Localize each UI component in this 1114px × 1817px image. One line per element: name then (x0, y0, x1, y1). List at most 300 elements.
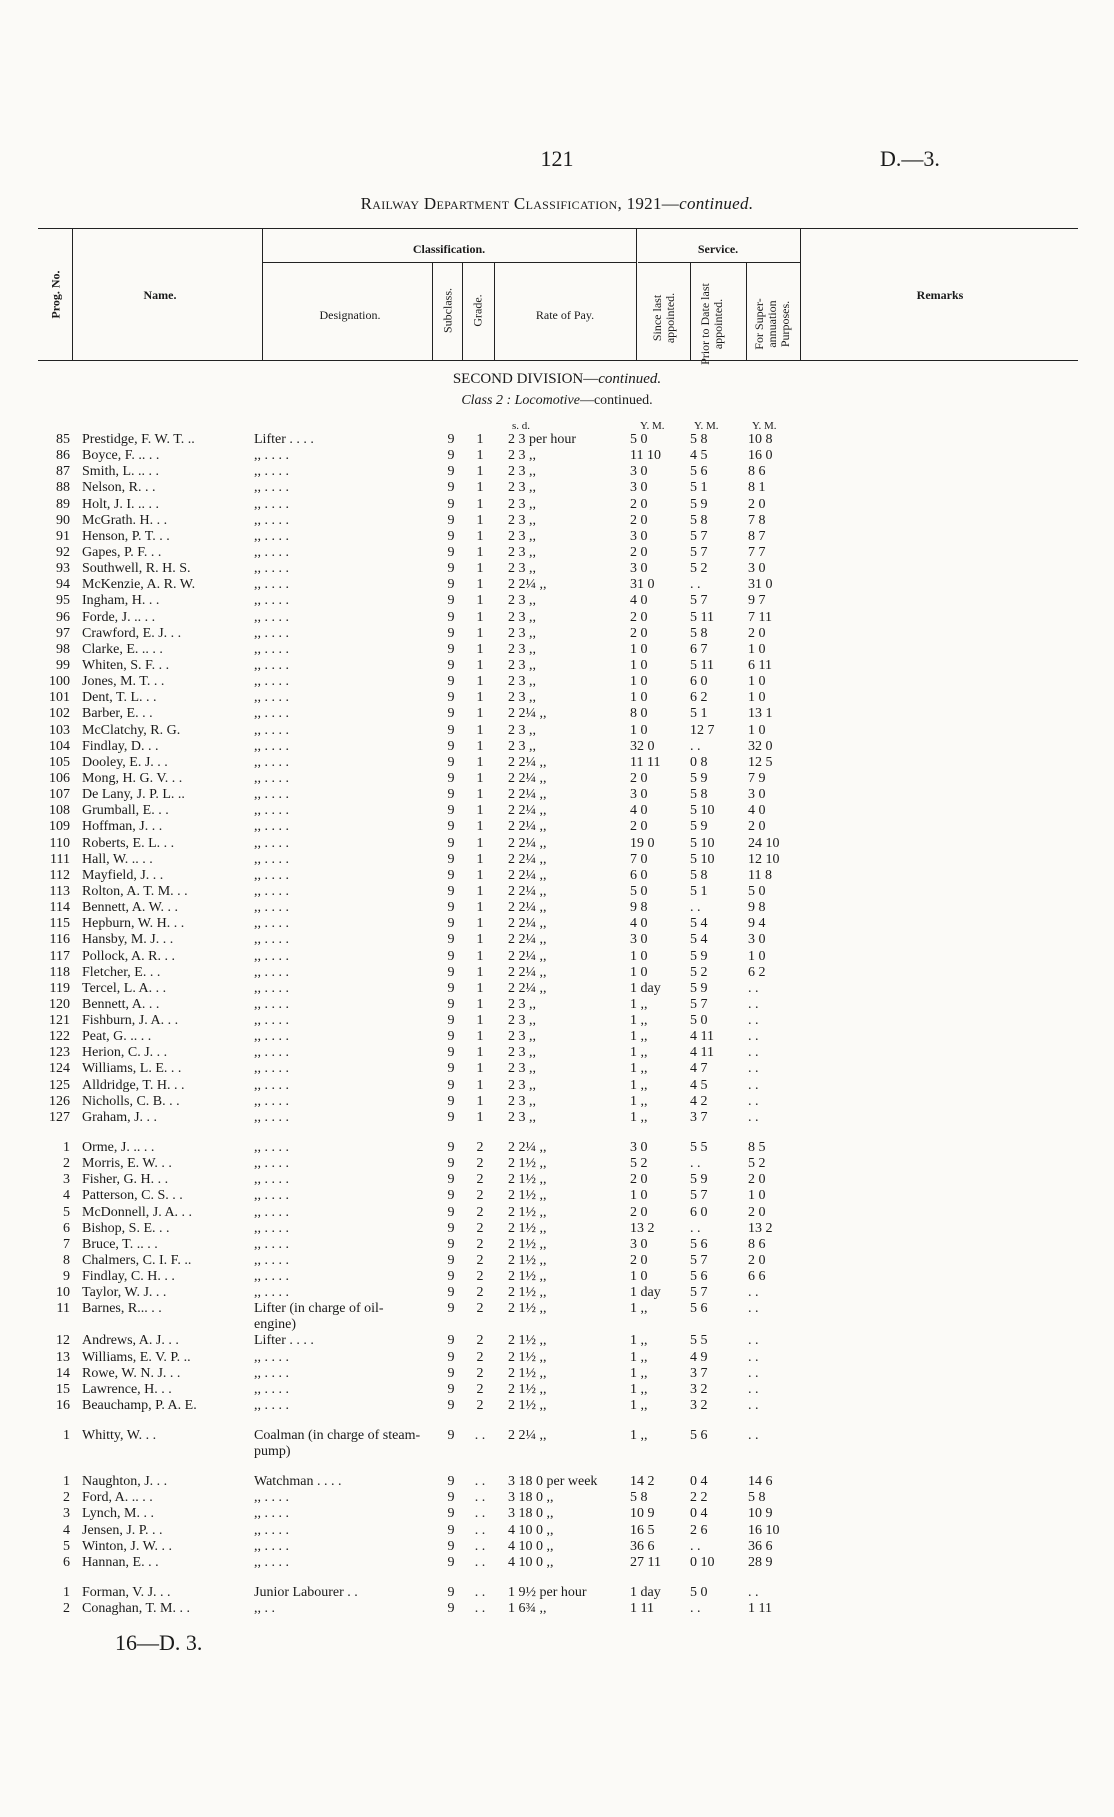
since-last-cell: 3 0 (630, 932, 648, 948)
subclass-cell: 9 (447, 1077, 455, 1093)
name-cell: Bishop, S. E. . . (82, 1220, 170, 1236)
since-last-cell: 13 2 (630, 1220, 655, 1236)
division-continued: continued. (598, 371, 662, 387)
prior-service-cell: 5 4 (690, 932, 708, 948)
rate-of-pay-cell: 2 3 ,, (508, 690, 536, 706)
designation-cell: ,, . . . . (254, 1045, 289, 1061)
since-last-cell: 7 0 (630, 851, 648, 867)
prior-service-cell: 5 4 (690, 916, 708, 932)
prior-service-cell: 0 10 (690, 1554, 715, 1570)
rate-of-pay-cell: 2 1½ ,, (508, 1269, 547, 1285)
name-cell: Rolton, A. T. M. . . (82, 883, 188, 899)
remarks-header: Remarks (916, 288, 964, 302)
grade-cell: 2 (476, 1398, 484, 1414)
superannuation-cell: 28 9 (748, 1554, 773, 1570)
col-rule-5 (494, 262, 495, 360)
designation-cell: ,, . . . . (254, 690, 289, 706)
designation-cell: ,, . . . . (254, 448, 289, 464)
superannuation-cell: 6 2 (748, 964, 766, 980)
superannuation-cell: 9 7 (748, 593, 766, 609)
table-row (0, 739, 1114, 755)
name-cell: Graham, J. . . (82, 1109, 158, 1125)
prog-no-cell: 1 (63, 1474, 70, 1490)
since-last-cell: 2 0 (630, 496, 648, 512)
since-last-cell: 1 ,, (630, 1029, 648, 1045)
superannuation-cell: . . (748, 1585, 759, 1600)
prior-service-cell: 5 10 (690, 835, 715, 851)
name-cell: Hall, W. .. . . (82, 851, 153, 867)
table-row (0, 1269, 1114, 1285)
subclass-cell: 9 (447, 1045, 455, 1061)
since-last-cell: 1 ,, (630, 1109, 648, 1125)
superannuation-cell: . . (748, 1333, 759, 1349)
col-rule-4 (462, 262, 463, 360)
table-row (0, 868, 1114, 884)
superannuation-cell: 8 5 (748, 1140, 766, 1156)
designation-cell: ,, . . . . (254, 512, 289, 528)
since-last-cell: 1 0 (630, 1269, 648, 1285)
grade-cell: 1 (476, 883, 484, 899)
grade-cell: . . (474, 1490, 486, 1506)
since-last-cell: 4 0 (630, 803, 648, 819)
since-last-cell: 1 ,, (630, 1333, 648, 1349)
designation-cell: ,, . . . . (254, 528, 289, 544)
table-row (0, 1045, 1114, 1061)
prior-service-cell: 5 7 (690, 544, 708, 560)
designation-cell: Lifter (in charge of oil-engine) (254, 1301, 384, 1333)
table-row (0, 1078, 1114, 1094)
subclass-cell: 9 (447, 448, 455, 464)
designation-cell: ,, . . . . (254, 1538, 289, 1554)
prog-no-cell: 101 (49, 690, 70, 706)
rate-of-pay-cell: 2 2¼ ,, (508, 964, 547, 980)
superannuation-cell: 11 8 (748, 867, 772, 883)
designation-cell: ,, . . . . (254, 803, 289, 819)
grade-cell: 1 (476, 851, 484, 867)
grade-cell: 2 (476, 1269, 484, 1285)
designation-cell: ,, . . (254, 1601, 275, 1617)
prog-no-cell: 99 (56, 657, 70, 673)
prog-no-cell: 1 (63, 1428, 70, 1444)
designation-cell: Coalman (in charge of steam-pump) (254, 1428, 421, 1460)
prior-service-cell: . . (690, 1538, 701, 1554)
name-cell: Clarke, E. .. . . (82, 641, 163, 657)
rate-of-pay-cell: 2 3 ,, (508, 641, 536, 657)
designation-cell: ,, . . . . (254, 1140, 289, 1156)
superannuation-cell: 1 0 (748, 641, 766, 657)
table-row (0, 900, 1114, 916)
grade-cell: 1 (476, 835, 484, 851)
name-cell: Patterson, C. S. . . (82, 1188, 183, 1204)
since-last-cell: 1 day (630, 1285, 661, 1301)
since-last-cell: 2 0 (630, 1172, 648, 1188)
designation-cell: ,, . . . . (254, 625, 289, 641)
rate-of-pay-cell: 2 3 ,, (508, 496, 536, 512)
grade-cell: 1 (476, 448, 484, 464)
prior-service-cell: 5 1 (690, 883, 708, 899)
since-unit-label: Y. M. (640, 420, 665, 432)
superannuation-cell: 2 0 (748, 1204, 766, 1220)
prior-service-cell: 4 5 (690, 1077, 708, 1093)
superannuation-cell: . . (748, 1301, 759, 1317)
subclass-cell: 9 (447, 1061, 455, 1077)
since-last-cell: 5 8 (630, 1490, 648, 1506)
subclass-cell: 9 (447, 1156, 455, 1172)
since-last-cell: 10 9 (630, 1506, 655, 1522)
subclass-cell: 9 (447, 706, 455, 722)
grade-header: Grade. (470, 294, 485, 327)
prog-no-cell: 3 (63, 1506, 70, 1522)
superannuation-cell: . . (748, 1045, 759, 1061)
since-last-cell: 5 0 (630, 883, 648, 899)
page-reference: D.—3. (880, 146, 940, 171)
prog-no-cell: 96 (56, 609, 70, 625)
superannuation-cell: . . (748, 1061, 759, 1077)
prog-no-cell: 94 (56, 577, 70, 593)
subclass-cell: 9 (447, 1381, 455, 1397)
since-last-cell: 1 ,, (630, 1061, 648, 1077)
prior-service-cell: 0 4 (690, 1506, 708, 1522)
subclass-header: Subclass. (440, 288, 455, 333)
table-row (0, 1366, 1114, 1382)
rate-of-pay-cell: 2 3 ,, (508, 996, 536, 1012)
prior-service-cell: 5 5 (690, 1140, 708, 1156)
prior-service-cell: 6 0 (690, 1204, 708, 1220)
superannuation-cell: 13 2 (748, 1220, 773, 1236)
prog-no-cell: 5 (63, 1204, 70, 1220)
since-last-cell: 5 2 (630, 1156, 648, 1172)
superannuation-cell: 2 0 (748, 1253, 766, 1269)
since-last-cell: 16 5 (630, 1522, 655, 1538)
prog-no-cell: 97 (56, 625, 70, 641)
name-cell: Mong, H. G. V. . . (82, 770, 183, 786)
designation-cell: ,, . . . . (254, 1156, 289, 1172)
grade-cell: . . (474, 1522, 486, 1538)
rate-of-pay-cell: 2 3 per hour (508, 432, 577, 447)
designation-cell: ,, . . . . (254, 561, 289, 577)
prior-service-cell: 4 2 (690, 1093, 708, 1109)
designation-cell: ,, . . . . (254, 932, 289, 948)
grade-cell: 1 (476, 577, 484, 593)
subclass-cell: 9 (447, 948, 455, 964)
since-last-cell: 1 0 (630, 657, 648, 673)
grade-cell: . . (474, 1474, 486, 1490)
subclass-cell: 9 (447, 1585, 455, 1600)
subclass-cell: 9 (447, 1474, 455, 1490)
rate-of-pay-header: Rate of Pay. (535, 308, 595, 322)
prior-service-cell: 3 2 (690, 1398, 708, 1414)
subclass-cell: 9 (447, 787, 455, 803)
prog-no-cell: 126 (49, 1093, 70, 1109)
rate-of-pay-cell: 3 18 0 ,, (508, 1490, 554, 1506)
since-last-cell: 1 ,, (630, 1398, 648, 1414)
service-header: Service. (697, 242, 739, 256)
since-last-cell: 1 ,, (630, 1013, 648, 1029)
prog-no-cell: 116 (49, 932, 70, 948)
rate-of-pay-cell: 3 18 0 ,, (508, 1506, 554, 1522)
rate-of-pay-cell: 2 1½ ,, (508, 1365, 547, 1381)
superannuation-cell: . . (748, 996, 759, 1012)
table-row (0, 1506, 1114, 1522)
table-row (0, 981, 1114, 997)
designation-cell: ,, . . . . (254, 544, 289, 560)
superannuation-cell: 6 6 (748, 1269, 766, 1285)
rate-of-pay-cell: 4 10 0 ,, (508, 1538, 554, 1554)
superannuation-cell: . . (748, 1077, 759, 1093)
prior-service-cell: 5 6 (690, 1301, 708, 1317)
table-row (0, 1333, 1114, 1349)
prog-no-cell: 121 (49, 1013, 70, 1029)
since-last-cell: 11 10 (630, 448, 661, 464)
prior-service-cell: . . (690, 1601, 701, 1617)
grade-cell: 1 (476, 770, 484, 786)
rate-of-pay-cell: 2 3 ,, (508, 1077, 536, 1093)
prior-service-cell: 5 1 (690, 706, 708, 722)
name-cell: Southwell, R. H. S. (82, 561, 191, 577)
prior-service-cell: 5 9 (690, 1172, 708, 1188)
since-last-cell: 9 8 (630, 900, 648, 916)
prior-service-cell: 5 2 (690, 561, 708, 577)
subclass-cell: 9 (447, 1029, 455, 1045)
grade-cell: 2 (476, 1365, 484, 1381)
grade-cell: 2 (476, 1285, 484, 1301)
grade-cell: 1 (476, 754, 484, 770)
rate-of-pay-cell: 2 1½ ,, (508, 1349, 547, 1365)
prog-no-cell: 5 (63, 1538, 70, 1554)
subclass-cell: 9 (447, 674, 455, 690)
name-cell: Conaghan, T. M. . . (82, 1601, 190, 1617)
subclass-cell: 9 (447, 1349, 455, 1365)
rate-of-pay-cell: 2 3 ,, (508, 464, 536, 480)
rate-of-pay-cell: 2 2¼ ,, (508, 1140, 547, 1156)
prior-service-cell: 5 6 (690, 1269, 708, 1285)
superannuation-cell: 36 6 (748, 1538, 773, 1554)
grade-cell: 1 (476, 932, 484, 948)
superannuation-cell: . . (748, 1398, 759, 1414)
subclass-cell: 9 (447, 593, 455, 609)
superannuation-cell: 16 0 (748, 448, 773, 464)
superannuation-cell: 1 11 (748, 1601, 772, 1617)
table-row (0, 1013, 1114, 1029)
service-underline (638, 262, 800, 263)
prior-service-cell: 5 9 (690, 496, 708, 512)
table-row (0, 723, 1114, 739)
subclass-cell: 9 (447, 432, 455, 447)
rate-of-pay-cell: 4 10 0 ,, (508, 1554, 554, 1570)
table-row (0, 690, 1114, 706)
designation-cell: Junior Labourer . . (254, 1585, 358, 1600)
designation-cell: ,, . . . . (254, 657, 289, 673)
grade-cell: 1 (476, 996, 484, 1012)
col-rule-1 (72, 228, 73, 360)
designation-cell: ,, . . . . (254, 916, 289, 932)
name-cell: Herion, C. J. . . (82, 1045, 168, 1061)
name-cell: Findlay, C. H. . . (82, 1269, 175, 1285)
prior-service-cell: 2 6 (690, 1522, 708, 1538)
superannuation-cell: 1 0 (748, 1188, 766, 1204)
title-year: 1921— (622, 194, 680, 213)
designation-cell: ,, . . . . (254, 1253, 289, 1269)
designation-cell: ,, . . . . (254, 738, 289, 754)
prog-no-cell: 91 (56, 528, 70, 544)
name-cell: Morris, E. W. . . (82, 1156, 172, 1172)
prog-no-cell: 92 (56, 544, 70, 560)
rate-of-pay-cell: 2 1½ ,, (508, 1285, 547, 1301)
table-row (0, 1140, 1114, 1156)
grade-cell: 1 (476, 738, 484, 754)
subclass-cell: 9 (447, 819, 455, 835)
prior-service-cell: 6 2 (690, 690, 708, 706)
designation-cell: Lifter . . . . (254, 432, 314, 447)
prior-service-cell: 5 9 (690, 948, 708, 964)
rate-of-pay-cell: 2 1½ ,, (508, 1236, 547, 1252)
grade-cell: 1 (476, 690, 484, 706)
subclass-cell: 9 (447, 1140, 455, 1156)
subclass-cell: 9 (447, 1301, 455, 1317)
rate-of-pay-cell: 2 3 ,, (508, 609, 536, 625)
designation-cell: ,, . . . . (254, 577, 289, 593)
since-last-cell: 3 0 (630, 1140, 648, 1156)
rate-of-pay-cell: 2 3 ,, (508, 544, 536, 560)
prior-service-cell: 5 8 (690, 867, 708, 883)
prior-service-cell: . . (690, 900, 701, 916)
subclass-cell: 9 (447, 690, 455, 706)
subclass-cell: 9 (447, 625, 455, 641)
rate-of-pay-cell: 2 3 ,, (508, 1029, 536, 1045)
designation-cell: ,, . . . . (254, 867, 289, 883)
rate-of-pay-cell: 2 2¼ ,, (508, 770, 547, 786)
name-cell: Ford, A. .. . . (82, 1490, 153, 1506)
name-cell: Jensen, J. P. . . (82, 1522, 163, 1538)
grade-cell: 1 (476, 1045, 484, 1061)
rate-of-pay-cell: 2 3 ,, (508, 738, 536, 754)
prog-no-cell: 107 (49, 787, 70, 803)
superannuation-cell: 8 6 (748, 1236, 766, 1252)
prior-service-cell: 5 6 (690, 1428, 708, 1444)
name-cell: Dent, T. L. . . (82, 690, 157, 706)
superannuation-cell: 12 5 (748, 754, 773, 770)
prior-service-cell: 5 1 (690, 480, 708, 496)
superannuation-cell: 1 0 (748, 722, 766, 738)
table-row (0, 1539, 1114, 1555)
superannuation-cell: 9 4 (748, 916, 766, 932)
name-cell: Hannan, E. . . (82, 1554, 159, 1570)
rate-of-pay-cell: 2 3 ,, (508, 1061, 536, 1077)
rate-of-pay-cell: 2 3 ,, (508, 722, 536, 738)
subclass-cell: 9 (447, 851, 455, 867)
designation-cell: ,, . . . . (254, 835, 289, 851)
subclass-cell: 9 (447, 754, 455, 770)
rate-of-pay-cell: 3 18 0 per week (508, 1474, 598, 1490)
subclass-cell: 9 (447, 900, 455, 916)
name-cell: Bennett, A. . . (82, 996, 160, 1012)
name-cell: Fishburn, J. A. . . (82, 1013, 179, 1029)
subclass-cell: 9 (447, 1601, 455, 1617)
since-last-cell: 4 0 (630, 593, 648, 609)
prior-service-cell: 5 9 (690, 980, 708, 996)
since-last-cell: 3 0 (630, 561, 648, 577)
grade-cell: 1 (476, 900, 484, 916)
designation-cell: ,, . . . . (254, 1204, 289, 1220)
since-last-cell: 3 0 (630, 480, 648, 496)
name-cell: Rowe, W. N. J. . . (82, 1365, 181, 1381)
designation-cell: ,, . . . . (254, 1349, 289, 1365)
prior-service-cell: 0 8 (690, 754, 708, 770)
prior-service-cell: 5 8 (690, 625, 708, 641)
since-last-cell: 1 ,, (630, 1428, 648, 1444)
rate-of-pay-cell: 2 2¼ ,, (508, 948, 547, 964)
superannuation-cell: 1 0 (748, 674, 766, 690)
table-row (0, 1188, 1114, 1204)
prog-no-cell: 15 (56, 1381, 70, 1397)
table-row (0, 674, 1114, 690)
designation-cell: ,, . . . . (254, 1188, 289, 1204)
prior-service-cell: 3 7 (690, 1365, 708, 1381)
prog-no-cell: 16 (56, 1398, 70, 1414)
prior-service-cell: 5 9 (690, 770, 708, 786)
designation-cell: ,, . . . . (254, 1172, 289, 1188)
prior-service-cell: . . (690, 1156, 701, 1172)
superannuation-cell: 7 9 (748, 770, 766, 786)
grade-cell: 1 (476, 528, 484, 544)
rate-of-pay-cell: 2 3 ,, (508, 1109, 536, 1125)
designation-cell: ,, . . . . (254, 1029, 289, 1045)
superannuation-cell: 3 0 (748, 787, 766, 803)
subclass-cell: 9 (447, 657, 455, 673)
designation-cell: ,, . . . . (254, 770, 289, 786)
rate-of-pay-cell: 2 1½ ,, (508, 1172, 547, 1188)
rate-of-pay-cell: 2 2¼ ,, (508, 787, 547, 803)
name-cell: Holt, J. I. .. . . (82, 496, 159, 512)
table-row (0, 432, 1114, 448)
name-cell: Boyce, F. .. . . (82, 448, 160, 464)
rate-of-pay-cell: 2 2¼ ,, (508, 706, 547, 722)
table-row (0, 561, 1114, 577)
prog-no-cell: 127 (49, 1109, 70, 1125)
prog-no-cell: 102 (49, 706, 70, 722)
superannuation-cell: 32 0 (748, 738, 773, 754)
name-cell: Ingham, H. . . (82, 593, 160, 609)
grade-cell: 2 (476, 1301, 484, 1317)
designation-cell: ,, . . . . (254, 1381, 289, 1397)
superannuation-cell: 10 8 (748, 432, 773, 447)
grade-cell: . . (474, 1554, 486, 1570)
since-last-header: Since last appointed. (650, 292, 677, 344)
since-last-cell: 3 0 (630, 787, 648, 803)
prog-no-cell: 1 (63, 1585, 70, 1600)
name-cell: Hepburn, W. H. . . (82, 916, 185, 932)
grade-cell: 1 (476, 512, 484, 528)
grade-cell: 1 (476, 787, 484, 803)
name-cell: Hansby, M. J. . . (82, 932, 174, 948)
prior-service-cell: 5 2 (690, 964, 708, 980)
table-row (0, 1172, 1114, 1188)
designation-cell: ,, . . . . (254, 1109, 289, 1125)
subclass-cell: 9 (447, 770, 455, 786)
rate-of-pay-cell: 2 2¼ ,, (508, 1428, 547, 1444)
rate-of-pay-cell: 2 2¼ ,, (508, 900, 547, 916)
superannuation-cell: 5 8 (748, 1490, 766, 1506)
designation-cell: ,, . . . . (254, 1398, 289, 1414)
grade-cell: . . (474, 1585, 486, 1600)
subclass-cell: 9 (447, 1109, 455, 1125)
prog-no-cell: 2 (63, 1490, 70, 1506)
rate-of-pay-cell: 2 2¼ ,, (508, 577, 547, 593)
name-cell: Crawford, E. J. . . (82, 625, 182, 641)
rate-of-pay-cell: 2 2¼ ,, (508, 851, 547, 867)
designation-cell: ,, . . . . (254, 883, 289, 899)
table-row (0, 706, 1114, 722)
